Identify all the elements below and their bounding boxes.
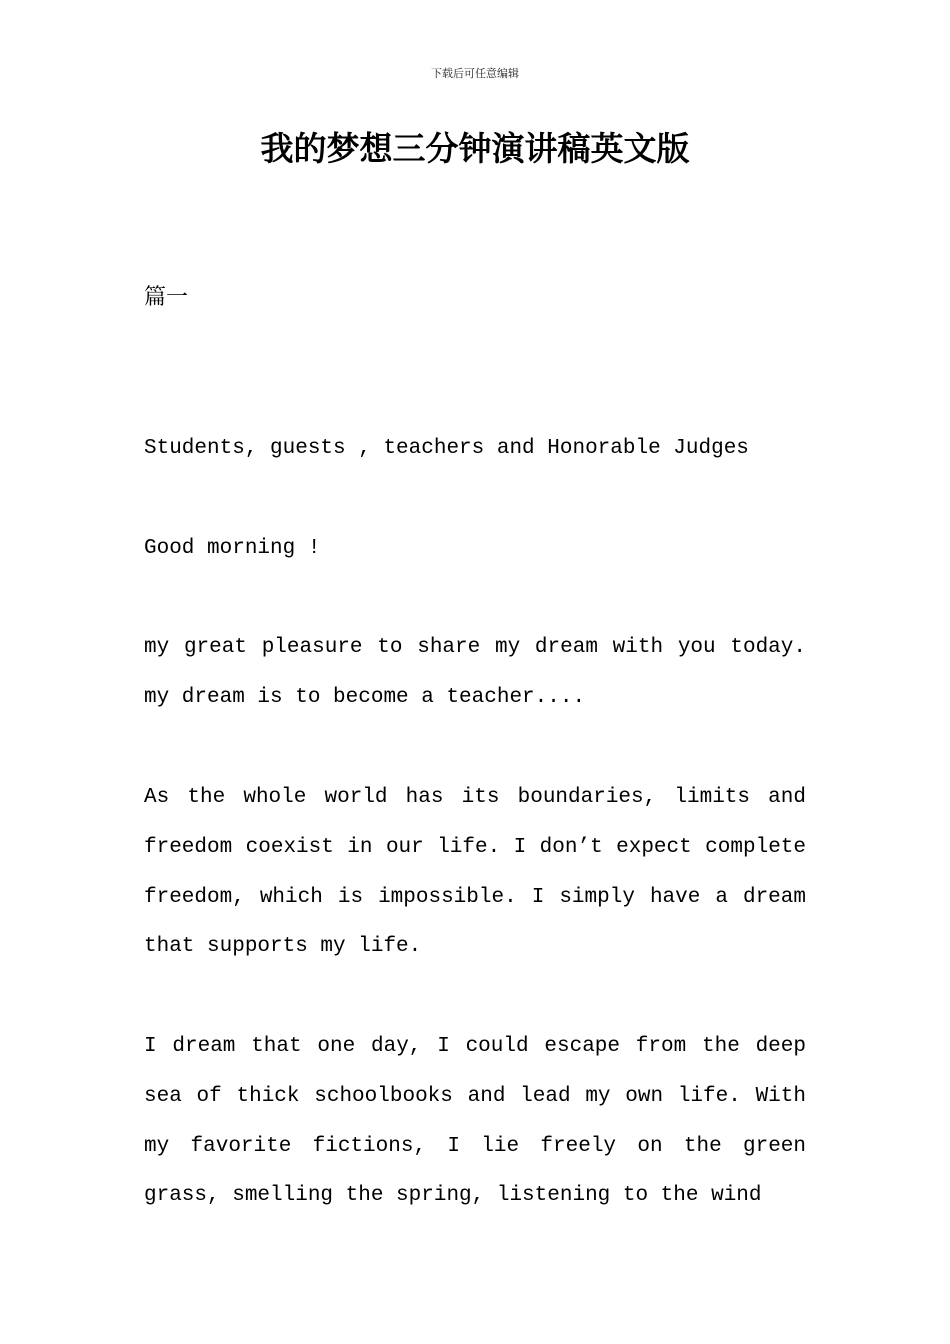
paragraph-boundaries: As the whole world has its boundaries, limits and freedom coexist in our life. I don’t expect complete freedom, which is impossible. I simply have a dream that supports my life.: [144, 786, 806, 959]
paragraph-good-morning: Good morning !: [144, 537, 321, 560]
paragraph-dream: I dream that one day, I could escape from the deep sea of thick schoolbooks and lead my own life. With my favorite fictions, I lie freely on the green grass, smelling the spring, listening to the wind: [144, 1035, 806, 1208]
document-title: 我的梦想三分钟演讲稿英文版: [260, 129, 690, 168]
paragraph-introduction: my great pleasure to share my dream with you today. my dream is to become a teacher....: [144, 636, 806, 709]
paragraph-greeting-audience: Students, guests , teachers and Honorable Judges: [144, 437, 749, 460]
header-note: 下载后可任意编辑: [431, 67, 519, 80]
section-label: 篇一: [144, 285, 189, 310]
